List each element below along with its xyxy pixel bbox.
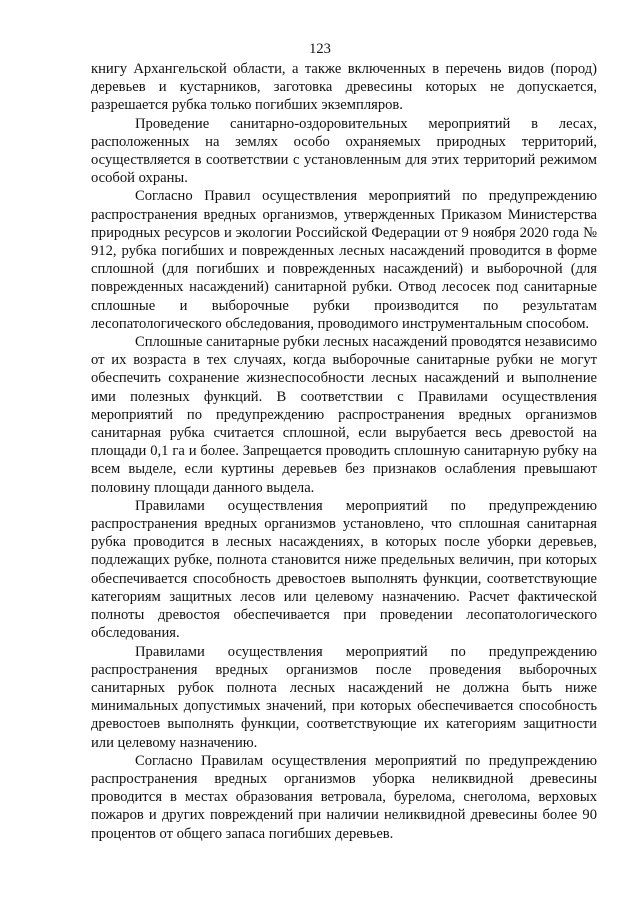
document-body [91,60,597,843]
paragraph-7: Согласно Правилам осуществления мероприятий по предупреждению распространения вредных организмов уборка неликвидной древесины проводится в местах образования ветровала, бурелома, снеголома, верховых пожаров и других повреждений при наличии неликвидной древесины более 90 процентов от общего запаса погибших деревьев. [91,752,597,842]
paragraph-2: Проведение санитарно-оздоровительных мероприятий в лесах, расположенных на землях особо охраняемых природных территорий, осуществляется в соответствии с установленным для этих территорий режимом особой охраны. [91,115,597,187]
paragraph-3: Согласно Правил осуществления мероприятий по предупреждению распространения вредных организмов, утвержденных Приказом Министерства природных ресурсов и экологии Российской Федерации от 9 ноября 2020 года № 912, рубка погибших и поврежденных лесных насаждений проводится в форме сплошной (для погибших и поврежденных насаждений) и выборочной (для поврежденных насаждений) санитарной рубки. Отвод лесосек под санитарные сплошные и выборочные рубки производится по результатам лесопатологического обследования, проводимого инструментальным способом. [91,188,597,332]
paragraph-6: Правилами осуществления мероприятий по предупреждению распространения вредных организмов после проведения выборочных санитарных рубок полнота лесных насаждений не должна быть ниже минимальных допустимых значений, при которых обеспечивается способность древостоев выполнять функции, соответствующие их категориям защитности или целевому назначению. [91,643,597,751]
paragraph-5: Правилами осуществления мероприятий по предупреждению распространения вредных организмов установлено, что сплошная санитарная рубка проводится в лесных насаждениях, в которых после уборки деревьев, подлежащих рубке, полнота становится ниже предельных величин, при которых обеспечивается способность древостоев выполнять функции, соответствующие категориям защитных лесов или целевому назначению. Расчет фактической полноты древостоя обеспечивается при проведении лесопатологического обследования. [91,497,597,642]
paragraph-4: Сплошные санитарные рубки лесных насаждений проводятся независимо от их возраста в тех случаях, когда выборочные санитарные рубки не могут обеспечить сохранение жизнеспособности лесных насаждений и выполнение ими полезных функций. В соответствии с Правилами осуществления мероприятий по предупреждению распространения вредных организмов санитарная рубка считается сплошной, если вырубается весь древостой на площади 0,1 га и более. Запрещается проводить сплошную санитарную рубку на всем выделе, если куртины деревьев без признаков ослабления превышают половину площади данного выдела. [91,334,597,496]
page-number: 123 [309,41,331,57]
paragraph-1: книгу Архангельской области, а также включенных в перечень видов (пород) деревьев и кустарников, заготовка древесины которых не допускается, разрешается рубка только погибших экземпляров. [91,61,597,114]
